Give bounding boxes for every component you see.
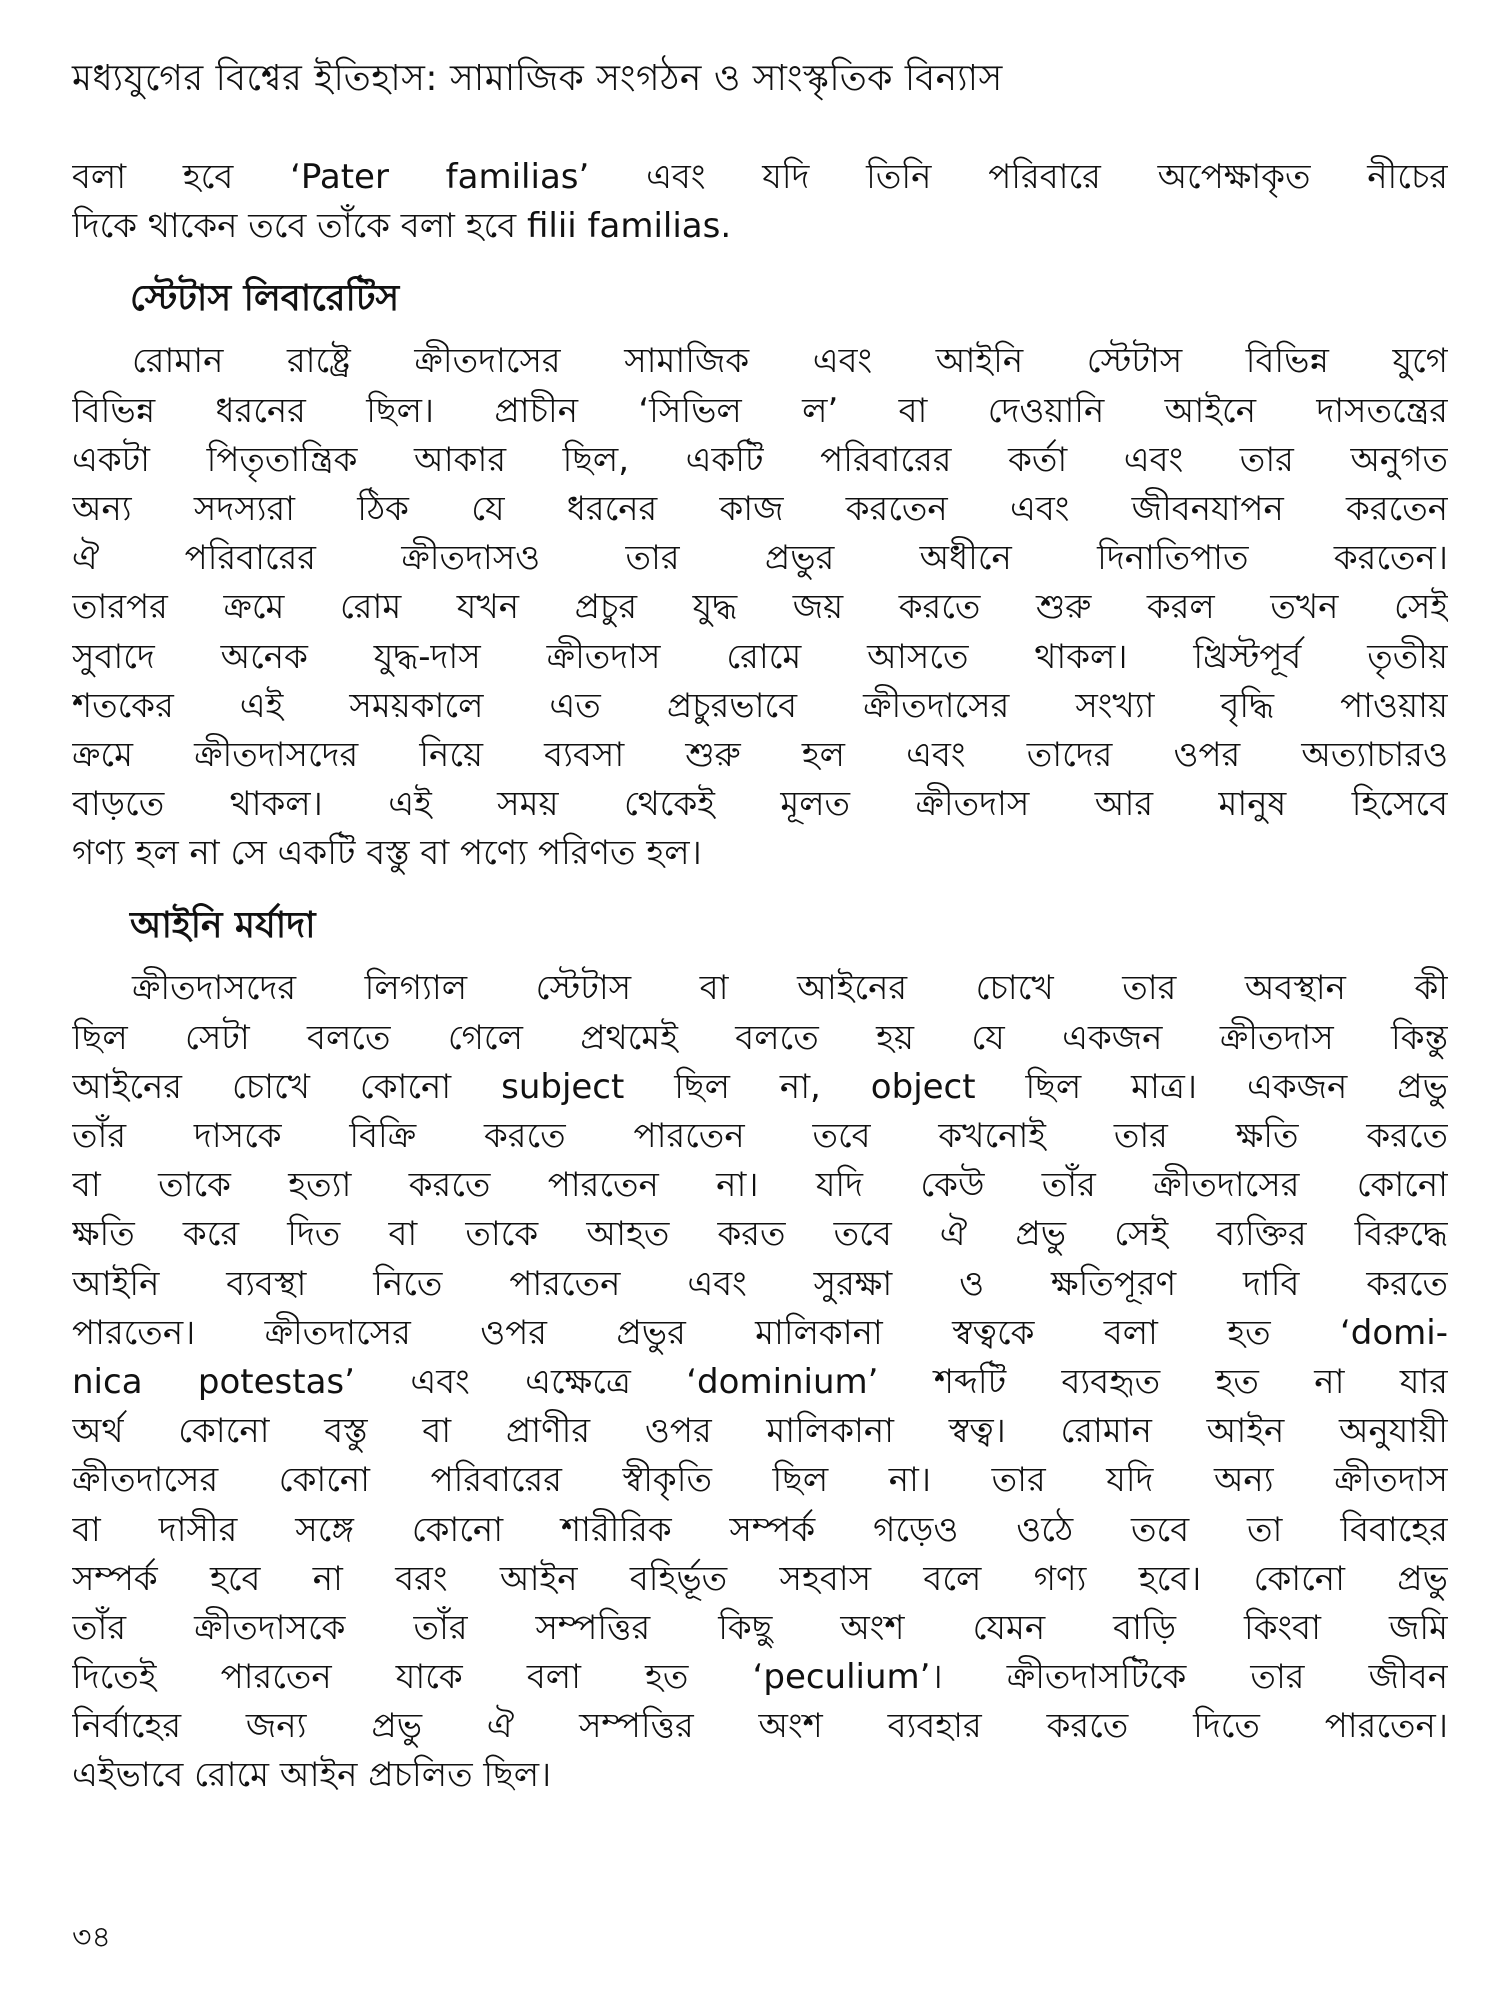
- text-line: তাঁর দাসকে বিক্রি করতে পারতেন তবে কখনোই তার ক্ষতি করতে: [72, 1116, 1448, 1156]
- text-line: রোমান রাষ্ট্রে ক্রীতদাসের সামাজিক এবং আইনি স্টেটাস বিভিন্ন যুগে: [132, 341, 1448, 382]
- text-line: বা তাকে হত্যা করতে পারতেন না। যদি কেউ তাঁর ক্রীতদাসের কোনো: [72, 1165, 1448, 1206]
- text-line: গণ্য হল না সে একটি বস্তু বা পণ্যে পরিণত হল।: [72, 833, 702, 874]
- text-line: সম্পর্ক হবে না বরং আইন বহির্ভূত সহবাস বলে গণ্য হবে। কোনো প্রভু: [72, 1558, 1448, 1599]
- text-line: অর্থ কোনো বস্তু বা প্রাণীর ওপর মালিকানা স্বত্ব। রোমান আইন অনুযায়ী: [72, 1411, 1448, 1452]
- text-line: ক্ষতি করে দিত বা তাকে আহত করত তবে ঐ প্রভু সেই ব্যক্তির বিরুদ্ধে: [72, 1214, 1448, 1255]
- text-line: দিকে থাকেন তবে তাঁকে বলা হবে filii familias.: [72, 206, 732, 247]
- text-line: নির্বাহের জন্য প্রভু ঐ সম্পত্তির অংশ ব্যবহার করতে দিতে পারতেন।: [72, 1706, 1448, 1747]
- body-text: [72, 153, 1448, 1801]
- text-line: তাঁর ক্রীতদাসকে তাঁর সম্পত্তির কিছু অংশ যেমন বাড়ি কিংবা জমি: [72, 1607, 1448, 1648]
- text-line: এইভাবে রোমে আইন প্রচলিত ছিল।: [72, 1755, 552, 1796]
- text-line: ছিল সেটা বলতে গেলে প্রথমেই বলতে হয় যে একজন ক্রীতদাস কিন্তু: [72, 1017, 1448, 1058]
- text-line: ক্রীতদাসদের লিগ্যাল স্টেটাস বা আইনের চোখে তার অবস্থান কী: [132, 968, 1448, 1009]
- text-line: বা দাসীর সঙ্গে কোনো শারীরিক সম্পর্ক গড়েও ওঠে তবে তা বিবাহের: [72, 1509, 1448, 1550]
- text-line: দিতেই পারতেন যাকে বলা হত ‘peculium’। ক্রীতদাসটিকে তার জীবন: [72, 1657, 1448, 1698]
- section-heading-status-liberatis: স্টেটাস লিবারেটিস: [130, 278, 400, 320]
- page-number: ৩৪: [72, 1920, 111, 1955]
- text-line: অন্য সদস্যরা ঠিক যে ধরনের কাজ করতেন এবং জীবনযাপন করতেন: [72, 488, 1448, 529]
- book-page: [72, 0, 1448, 2000]
- text-line: একটা পিতৃতান্ত্রিক আকার ছিল, একটি পরিবারের কর্তা এবং তার অনুগত: [72, 439, 1448, 480]
- text-line: আইনের চোখে কোনো subject ছিল না, object ছিল মাত্র। একজন প্রভু: [72, 1066, 1448, 1107]
- text-line: nica potestas’ এবং এক্ষেত্রে ‘dominium’ শব্দটি ব্যবহৃত হত না যার: [72, 1361, 1448, 1402]
- text-line: ঐ পরিবারের ক্রীতদাসও তার প্রভুর অধীনে দিনাতিপাত করতেন।: [72, 538, 1448, 579]
- text-line: আইনি ব্যবস্থা নিতে পারতেন এবং সুরক্ষা ও ক্ষতিপূরণ দাবি করতে: [72, 1263, 1448, 1304]
- text-line: পারতেন। ক্রীতদাসের ওপর প্রভুর মালিকানা স্বত্বকে বলা হত ‘domi-: [72, 1312, 1448, 1353]
- text-line: ক্রমে ক্রীতদাসদের নিয়ে ব্যবসা শুরু হল এবং তাদের ওপর অত্যাচারও: [72, 734, 1448, 775]
- text-line: বিভিন্ন ধরনের ছিল। প্রাচীন ‘সিভিল ল’ বা দেওয়ানি আইনে দাসতন্ত্রের: [72, 390, 1448, 431]
- text-line: শতকের এই সময়কালে এত প্রচুরভাবে ক্রীতদাসের সংখ্যা বৃদ্ধি পাওয়ায়: [72, 685, 1448, 726]
- text-line: বাড়তে থাকল। এই সময় থেকেই মূলত ক্রীতদাস আর মানুষ হিসেবে: [72, 784, 1448, 825]
- text-line: সুবাদে অনেক যুদ্ধ-দাস ক্রীতদাস রোমে আসতে থাকল। খ্রিস্টপূর্ব তৃতীয়: [72, 636, 1448, 677]
- text-line: ক্রীতদাসের কোনো পরিবারের স্বীকৃতি ছিল না। তার যদি অন্য ক্রীতদাস: [72, 1460, 1448, 1501]
- running-head: মধ্যযুগের বিশ্বের ইতিহাস: সামাজিক সংগঠন ও সাংস্কৃতিক বিন্যাস: [72, 58, 1003, 99]
- text-line: তারপর ক্রমে রোম যখন প্রচুর যুদ্ধ জয় করতে শুরু করল তখন সেই: [72, 587, 1448, 628]
- text-line: বলা হবে ‘Pater familias’ এবং যদি তিনি পরিবারে অপেক্ষাকৃত নীচের: [72, 157, 1448, 197]
- section-heading-legal-status: আইনি মর্যাদা: [130, 905, 316, 947]
